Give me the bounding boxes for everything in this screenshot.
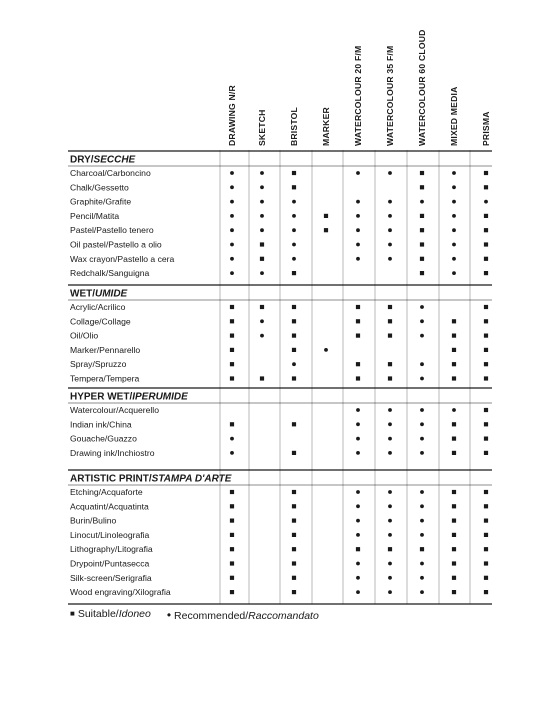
suitable-mark (292, 590, 296, 594)
recommended-mark (356, 451, 360, 455)
recommended-mark (230, 437, 234, 441)
recommended-mark (356, 422, 360, 426)
recommended-mark (260, 334, 264, 338)
recommended-mark (260, 319, 264, 323)
suitable-mark (484, 451, 488, 455)
recommended-mark (420, 362, 424, 366)
suitable-mark (420, 214, 424, 218)
recommended-mark (260, 271, 264, 275)
column-header-prisma: PRISMA (481, 111, 491, 146)
section-title: DRY/SECCHE (70, 154, 136, 166)
recommended-mark (292, 362, 296, 366)
suitable-mark (230, 362, 234, 366)
suitable-mark (484, 185, 488, 189)
recommended-mark (356, 576, 360, 580)
recommended-mark (356, 533, 360, 537)
recommended-mark (420, 576, 424, 580)
recommended-mark (230, 171, 234, 175)
row-label-graphite-grafite: Graphite/Grafite (70, 196, 132, 207)
recommended-mark (324, 348, 328, 352)
suitable-mark (484, 590, 488, 594)
suitable-mark (388, 305, 392, 309)
suitable-mark (292, 348, 296, 352)
recommended-mark (388, 422, 392, 426)
suitable-mark (420, 228, 424, 232)
suitable-mark (484, 576, 488, 580)
suitable-mark (230, 519, 234, 523)
row-label-wood-engraving-xilografia: Wood engraving/Xilografia (70, 587, 171, 598)
suitable-mark (230, 533, 234, 537)
suitable-mark (452, 576, 456, 580)
recommended-mark (356, 490, 360, 494)
recommended-mark (420, 334, 424, 338)
recommended-mark (356, 504, 360, 508)
suitable-mark (484, 171, 488, 175)
recommended-mark (420, 590, 424, 594)
row-label-linocut-linoleografia: Linocut/Linoleografia (70, 529, 150, 540)
recommended-mark (356, 257, 360, 261)
suitable-mark (292, 319, 296, 323)
suitable-mark (260, 376, 264, 380)
suitable-mark (452, 590, 456, 594)
row-label-chalk-gessetto: Chalk/Gessetto (70, 182, 129, 193)
suitable-mark (230, 504, 234, 508)
recommended-mark (388, 257, 392, 261)
recommended-mark (452, 257, 456, 261)
suitable-mark (292, 171, 296, 175)
recommended-mark (292, 257, 296, 261)
recommended-mark (356, 562, 360, 566)
recommended-mark (420, 519, 424, 523)
suitable-mark (452, 437, 456, 441)
suitable-mark (452, 490, 456, 494)
suitable-mark (484, 319, 488, 323)
suitable-mark (292, 185, 296, 189)
recommended-mark (388, 504, 392, 508)
recommended-mark (356, 590, 360, 594)
suitable-mark (324, 228, 328, 232)
recommended-mark (230, 243, 234, 247)
column-header-mixed-media: MIXED MEDIA (449, 86, 459, 146)
section-title: HYPER WET/IPERUMIDE (70, 391, 188, 403)
suitable-mark (452, 376, 456, 380)
row-label-etching-acquaforte: Etching/Acquaforte (70, 487, 143, 497)
suitable-mark (292, 422, 296, 426)
suitable-mark (484, 561, 488, 565)
suitable-mark (420, 257, 424, 261)
suitable-mark (230, 376, 234, 380)
suitable-mark (484, 334, 488, 338)
suitable-mark (388, 362, 392, 366)
recommended-mark (388, 576, 392, 580)
suitable-mark (230, 561, 234, 565)
recommended-mark (230, 214, 234, 218)
recommended-mark (230, 257, 234, 261)
suitable-mark (230, 348, 234, 352)
suitable-mark (484, 271, 488, 275)
legend (70, 608, 319, 622)
recommended-mark (230, 228, 234, 232)
recommended-mark (260, 185, 264, 189)
row-label-charcoal-carboncino: Charcoal/Carboncino (70, 168, 151, 178)
column-header-bristol: BRISTOL (289, 107, 299, 146)
section-title: ARTISTIC PRINT/STAMPA D'ARTE (70, 473, 232, 485)
suitable-mark (356, 547, 360, 551)
suitable-mark (452, 504, 456, 508)
recommended-mark (292, 200, 296, 204)
recommended-mark (388, 408, 392, 412)
recommended-mark (388, 437, 392, 441)
recommended-mark (388, 228, 392, 232)
row-label-wax-crayon-pastello-a-cera: Wax crayon/Pastello a cera (70, 253, 175, 264)
recommended-mark (356, 243, 360, 247)
suitable-mark (484, 519, 488, 523)
row-label-silk-screen-serigrafia: Silk-screen/Serigrafia (70, 572, 152, 583)
suitable-mark (260, 305, 264, 309)
suitable-mark (324, 214, 328, 218)
suitable-mark (292, 561, 296, 565)
recommended-mark (452, 408, 456, 412)
recommended-mark (356, 519, 360, 523)
suitable-mark (452, 422, 456, 426)
recommended-mark (388, 533, 392, 537)
recommended-mark (388, 200, 392, 204)
recommended-mark (356, 437, 360, 441)
recommended-mark (356, 200, 360, 204)
recommended-mark (356, 408, 360, 412)
suitable-mark (420, 185, 424, 189)
recommended-mark (260, 214, 264, 218)
suitable-mark (230, 319, 234, 323)
row-label-redchalk-sanguigna: Redchalk/Sanguigna (70, 268, 150, 279)
recommended-mark (452, 228, 456, 232)
recommended-mark (260, 171, 264, 175)
suitable-mark (292, 376, 296, 380)
suitable-mark (230, 576, 234, 580)
suitable-mark (484, 547, 488, 551)
recommended-mark (452, 171, 456, 175)
row-label-pastel-pastello-tenero: Pastel/Pastello tenero (70, 225, 154, 236)
suitable-mark (484, 504, 488, 508)
row-label-marker-pennarello: Marker/Pennarello (70, 344, 141, 355)
suitable-mark (484, 348, 488, 352)
suitable-mark (484, 362, 488, 366)
suitable-mark (230, 334, 234, 338)
suitable-mark (230, 547, 234, 551)
recommended-mark (420, 562, 424, 566)
recommended-mark (356, 228, 360, 232)
suitable-mark (420, 242, 424, 246)
suitable-mark (484, 214, 488, 218)
row-label-tempera-tempera: Tempera/Tempera (70, 373, 140, 384)
suitable-mark (452, 348, 456, 352)
column-header-drawing-n-r: DRAWING N/R (227, 85, 237, 146)
row-label-acrylic-acrilico: Acrylic/Acrilico (70, 302, 126, 312)
suitable-mark (292, 271, 296, 275)
suitable-mark (388, 334, 392, 338)
row-label-burin-bulino: Burin/Bulino (70, 515, 117, 526)
recommended-mark (420, 533, 424, 537)
recommended-mark (230, 200, 234, 204)
suitable-mark (388, 319, 392, 323)
suitable-mark (230, 590, 234, 594)
recommended-mark (292, 228, 296, 232)
recommended-mark (420, 490, 424, 494)
recommended-mark (292, 214, 296, 218)
suitable-mark (484, 376, 488, 380)
suitable-mark (452, 561, 456, 565)
recommended-mark (388, 490, 392, 494)
recommended-mark (230, 271, 234, 275)
row-label-indian-ink-china: Indian ink/China (70, 419, 132, 430)
suitable-mark (388, 547, 392, 551)
recommended-mark (260, 228, 264, 232)
suitable-mark (292, 451, 296, 455)
column-header-sketch: SKETCH (257, 109, 267, 146)
recommended-mark (420, 504, 424, 508)
suitable-mark (356, 319, 360, 323)
suitable-mark (260, 257, 264, 261)
row-label-oil-pastel-pastello-a-olio: Oil pastel/Pastello a olio (70, 239, 162, 250)
legend-suitable: ■ Suitable/Idoneo (70, 608, 151, 620)
recommended-mark (230, 185, 234, 189)
row-label-drypoint-puntasecca: Drypoint/Puntasecca (70, 558, 150, 569)
row-label-acquatint-acquatinta: Acquatint/Acquatinta (70, 501, 149, 512)
recommended-mark (388, 519, 392, 523)
suitable-mark (356, 305, 360, 309)
recommended-mark (388, 214, 392, 218)
column-header-marker: MARKER (321, 107, 331, 146)
suitable-mark (452, 362, 456, 366)
recommended-mark (420, 451, 424, 455)
suitable-mark (356, 334, 360, 338)
section-title: WET/UMIDE (70, 288, 128, 300)
suitable-mark (292, 305, 296, 309)
suitable-mark (484, 533, 488, 537)
recommended-mark (420, 200, 424, 204)
legend-recommended: • Recommended/Raccomandato (166, 608, 319, 622)
recommended-mark (388, 243, 392, 247)
suitable-mark (484, 228, 488, 232)
suitable-mark (356, 362, 360, 366)
recommended-mark (420, 422, 424, 426)
suitable-mark (292, 576, 296, 580)
square-icon: ■ (70, 609, 75, 618)
suitable-mark (292, 504, 296, 508)
recommended-mark (356, 171, 360, 175)
suitable-mark (484, 437, 488, 441)
suitable-mark (356, 376, 360, 380)
suitable-mark (292, 490, 296, 494)
row-label-watercolour-acquerello: Watercolour/Acquerello (70, 405, 160, 415)
suitable-mark (292, 547, 296, 551)
recommended-mark (452, 243, 456, 247)
suitable-mark (484, 490, 488, 494)
column-header-watercolour-35-f-m: WATERCOLOUR 35 F/M (385, 45, 395, 146)
suitable-mark (452, 547, 456, 551)
suitable-mark (452, 533, 456, 537)
suitable-mark (452, 334, 456, 338)
suitable-mark (484, 257, 488, 261)
recommended-mark (388, 171, 392, 175)
row-label-collage-collage: Collage/Collage (70, 316, 131, 327)
row-label-drawing-ink-inchiostro: Drawing ink/Inchiostro (70, 447, 155, 458)
suitable-mark (388, 376, 392, 380)
recommended-mark (452, 271, 456, 275)
recommended-mark (230, 451, 234, 455)
recommended-mark (388, 451, 392, 455)
row-label-pencil-matita: Pencil/Matita (70, 210, 120, 221)
recommended-mark (260, 200, 264, 204)
suitable-mark (452, 319, 456, 323)
recommended-mark (452, 185, 456, 189)
suitable-mark (420, 171, 424, 175)
suitable-mark (420, 547, 424, 551)
recommended-mark (452, 200, 456, 204)
recommended-mark (420, 377, 424, 381)
suitable-mark (292, 334, 296, 338)
recommended-mark (388, 562, 392, 566)
recommended-mark (420, 408, 424, 412)
suitable-mark (484, 408, 488, 412)
row-label-spray-spruzzo: Spray/Spruzzo (70, 359, 127, 370)
recommended-mark (420, 319, 424, 323)
row-label-oil-olio: Oil/Olio (70, 330, 99, 341)
suitable-mark (420, 271, 424, 275)
suitable-mark (452, 451, 456, 455)
suitable-mark (484, 242, 488, 246)
row-label-lithography-litografia: Lithography/Litografia (70, 544, 153, 555)
suitable-mark (230, 490, 234, 494)
recommended-mark (292, 243, 296, 247)
dot-icon: • (166, 608, 172, 622)
suitable-mark (230, 305, 234, 309)
suitable-mark (260, 242, 264, 246)
recommended-mark (452, 214, 456, 218)
suitable-mark (292, 533, 296, 537)
column-header-watercolour-60-cloud: WATERCOLOUR 60 CLOUD (417, 29, 427, 146)
suitable-mark (484, 305, 488, 309)
recommended-mark (420, 437, 424, 441)
recommended-mark (388, 590, 392, 594)
recommended-mark (484, 200, 488, 204)
recommended-mark (420, 305, 424, 309)
suitable-mark (452, 519, 456, 523)
suitable-mark (484, 422, 488, 426)
recommended-mark (356, 214, 360, 218)
suitable-mark (230, 422, 234, 426)
suitable-mark (292, 519, 296, 523)
column-header-watercolour-20-f-m: WATERCOLOUR 20 F/M (353, 45, 363, 146)
row-label-gouache-guazzo: Gouache/Guazzo (70, 433, 137, 444)
